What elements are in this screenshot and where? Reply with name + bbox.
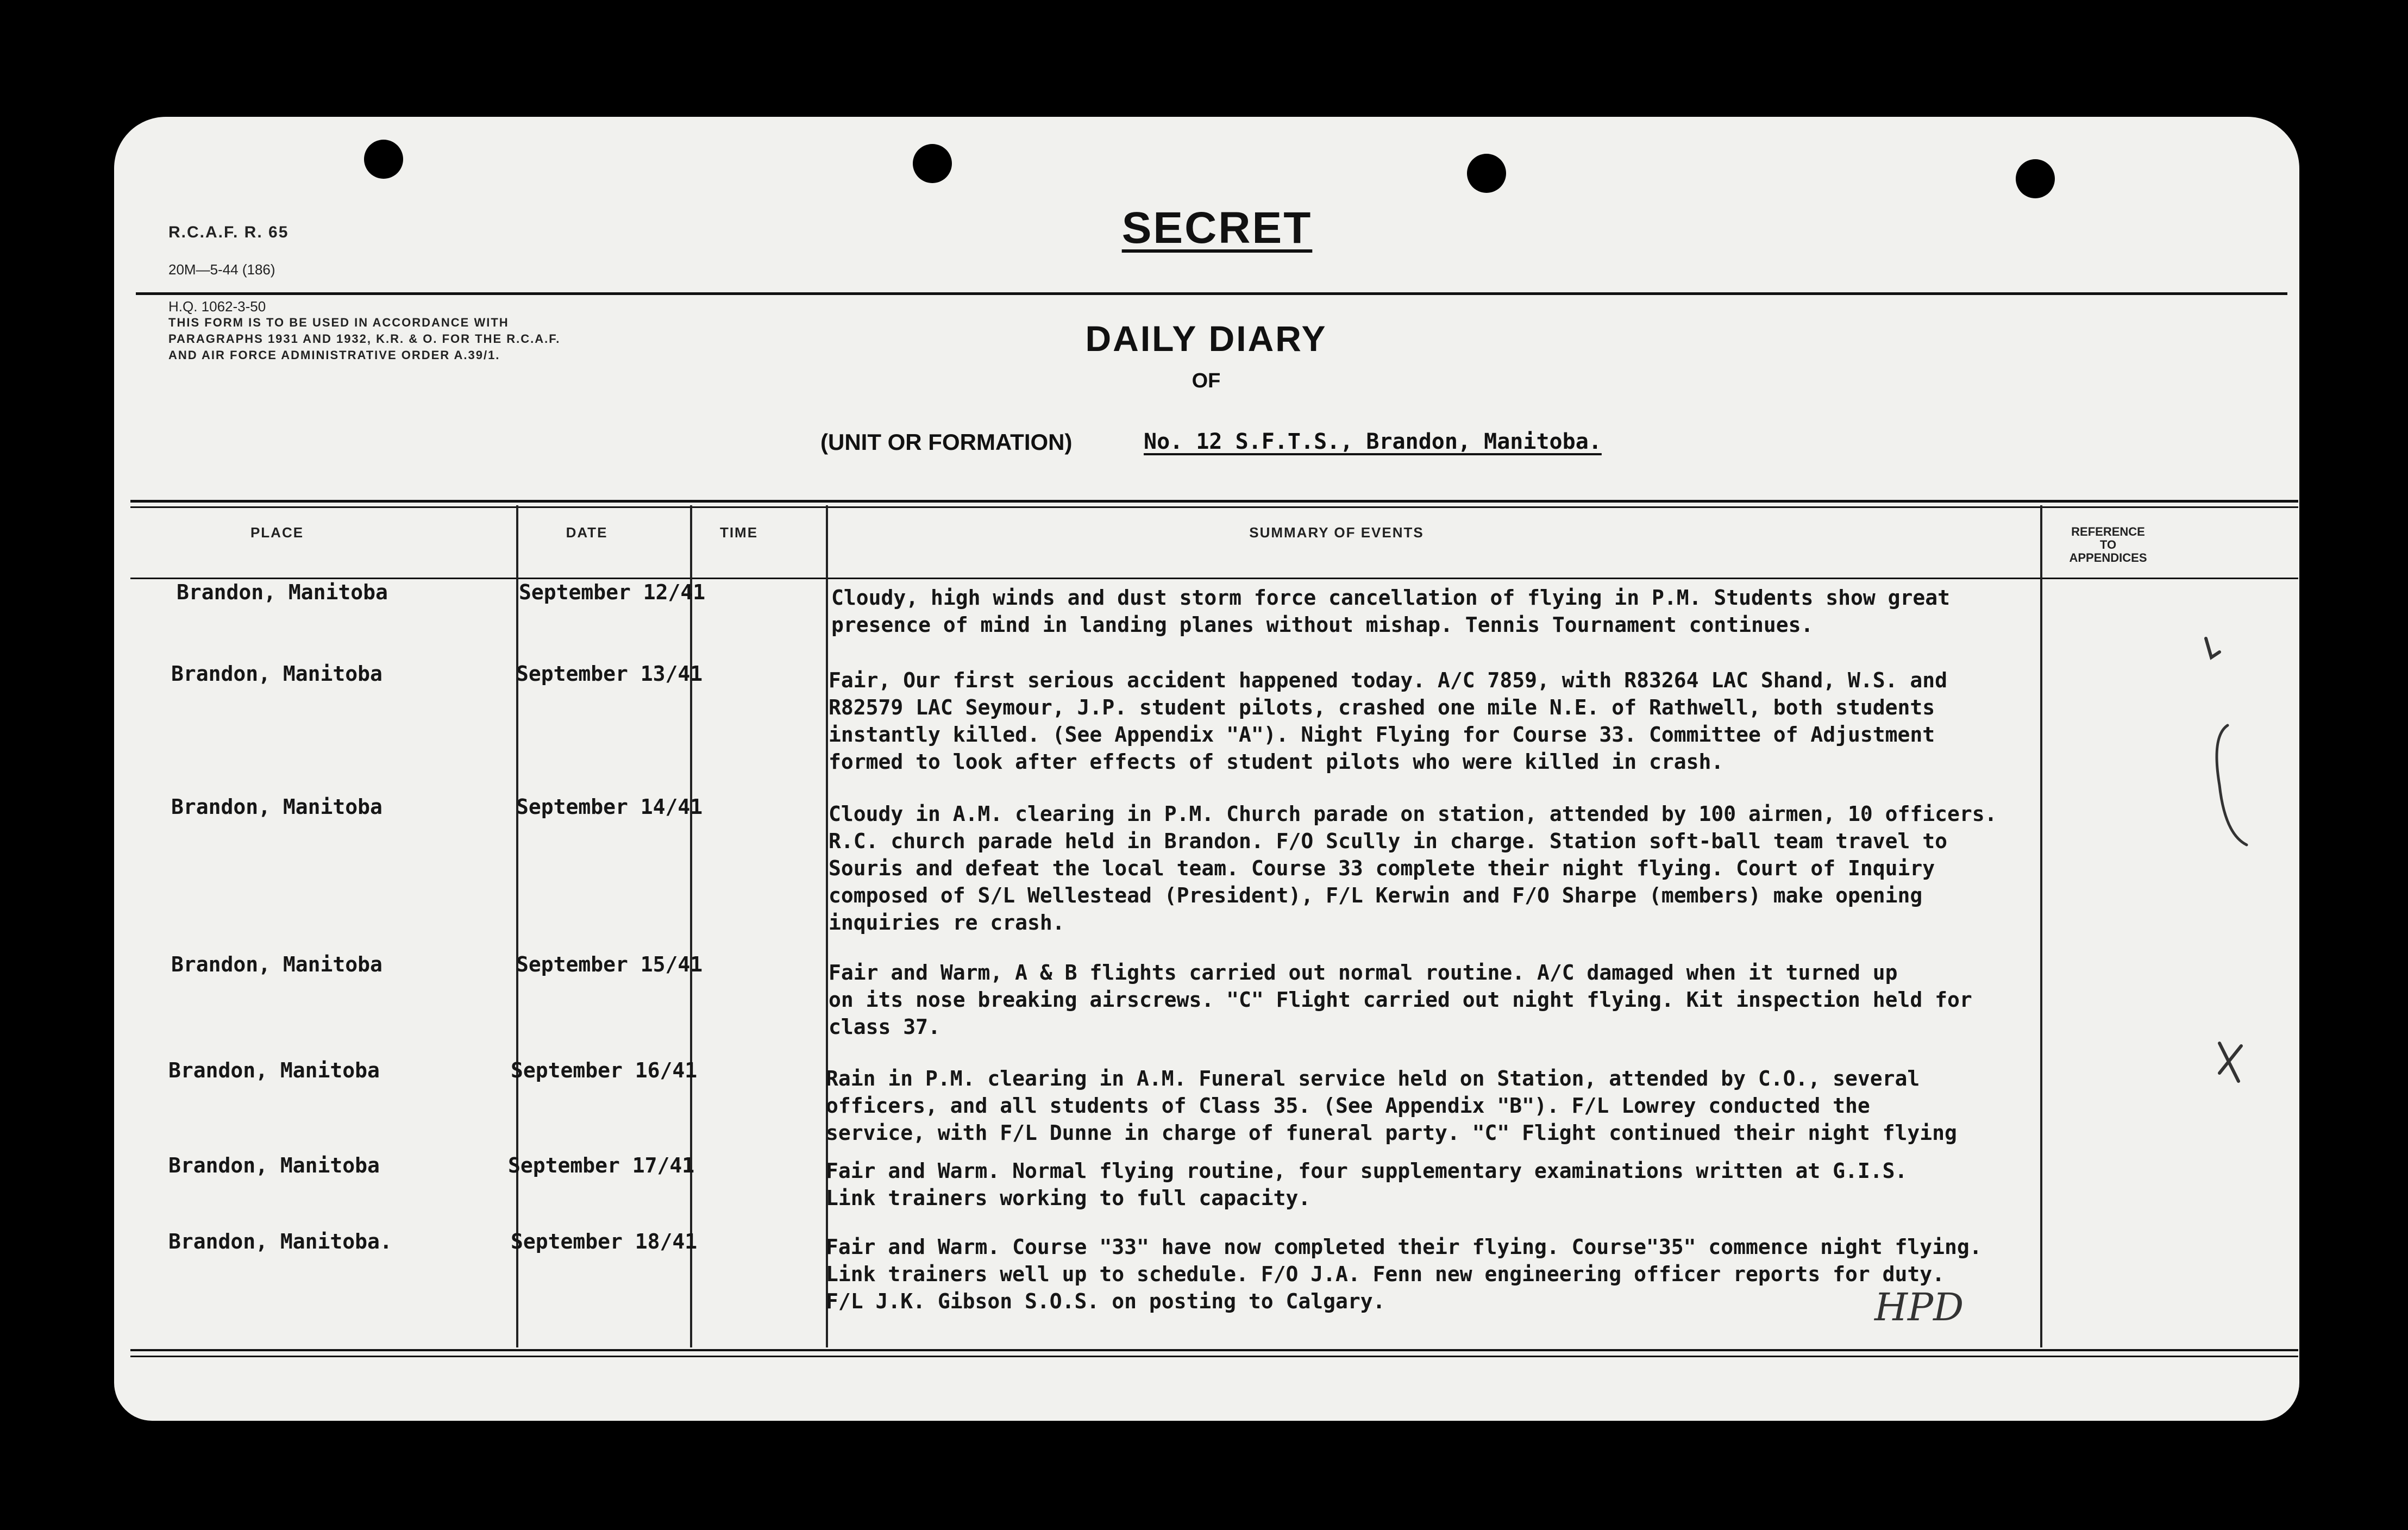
- check-mark-icon: [2195, 633, 2228, 676]
- entry-date: September 14/41: [516, 795, 703, 819]
- entry-summary: Fair and Warm. Normal flying routine, four supplementary examinations written at G.I.S. Link trainers working to full capacity.: [826, 1159, 1908, 1210]
- column-header-place: PLACE: [250, 524, 304, 541]
- entry-date: September 13/41: [516, 662, 703, 686]
- header-rule: [136, 292, 2287, 295]
- column-header-summary: SUMMARY OF EVENTS: [1249, 524, 1424, 541]
- entry-date: September 17/41: [508, 1153, 695, 1177]
- header-bottom-rule: [130, 578, 2298, 579]
- entry-date: September 15/41: [516, 952, 703, 976]
- handwritten-initials: HPD: [1874, 1285, 1964, 1330]
- entry-place: Brandon, Manitoba.: [168, 1230, 392, 1253]
- entry-date: September 12/41: [519, 580, 706, 604]
- entry-place: Brandon, Manitoba: [168, 1058, 380, 1082]
- entry-date: September 16/41: [511, 1058, 698, 1082]
- column-header-reference: REFERENCE TO APPENDICES: [2069, 525, 2147, 565]
- page-title: DAILY DIARY: [1085, 318, 1327, 359]
- entry-summary: Fair and Warm. Course "33" have now completed their flying. Course"35" commence night flying. Link trainers well up to schedule. F/O J.A. Fenn new engineering officer reports for duty. F/L J.K. Gibson S.O.S. on posting to Calgary.: [826, 1235, 1982, 1313]
- table-top-rule-2: [130, 506, 2298, 508]
- column-divider: [826, 505, 828, 1347]
- unit-value: No. 12 S.F.T.S., Brandon, Manitoba.: [1144, 429, 1602, 454]
- entry-summary: Fair and Warm, A & B flights carried out normal routine. A/C damaged when it turned up on its nose breaking airscrews. "C" Flight carried out night flying. Kit inspection held for class 37.: [829, 961, 1972, 1039]
- entry-place: Brandon, Manitoba: [168, 1153, 380, 1177]
- classification-heading: SECRET: [1121, 203, 1313, 253]
- punch-hole: [364, 140, 403, 179]
- form-code-line1: R.C.A.F. R. 65: [168, 223, 289, 241]
- unit-label: (UNIT OR FORMATION): [820, 429, 1073, 455]
- diary-sheet: [114, 117, 2299, 1421]
- entry-place: Brandon, Manitoba: [171, 952, 382, 976]
- column-divider: [516, 505, 518, 1347]
- form-notice: THIS FORM IS TO BE USED IN ACCORDANCE WITH PARAGRAPHS 1931 AND 1932, K.R. & O. FOR THE R.C.A.F. AND AIR FORCE ADMINISTRATIVE ORDER A.39/1.: [168, 316, 561, 362]
- bracket-mark-icon: [2209, 720, 2252, 850]
- punch-hole: [913, 144, 952, 183]
- cross-mark-icon: [2211, 1035, 2249, 1089]
- column-header-time: TIME: [719, 524, 758, 541]
- entry-summary: Rain in P.M. clearing in A.M. Funeral service held on Station, attended by C.O., several officers, and all students of Class 35. (See Appendix "B"). F/L Lowrey conducted the service, with F/L Dunne in charge of funeral party. "C" Flight continued their night flying: [826, 1067, 1957, 1145]
- entry-summary: Cloudy, high winds and dust storm force cancellation of flying in P.M. Students show great presence of mind in landing planes without mishap. Tennis Tournament continues.: [831, 586, 1951, 637]
- entry-date: September 18/41: [511, 1230, 698, 1253]
- title-of: OF: [1192, 369, 1221, 392]
- column-divider: [2040, 505, 2042, 1347]
- entry-summary: Cloudy in A.M. clearing in P.M. Church parade on station, attended by 100 airmen, 10 officers. R.C. church parade held in Brandon. F/O Scully in charge. Station soft-ball team travel to Souris and defeat the local team. Course 33 complete their night flying. Court of Inquiry composed of S/L Wellestead (President), F/L Kerwin and F/O Sharpe (members) make opening inquiries re crash.: [829, 802, 1997, 935]
- form-code-line2: 20M—5-44 (186): [168, 261, 275, 278]
- entry-summary: Fair, Our first serious accident happened today. A/C 7859, with R83264 LAC Shand, W.S. and R82579 LAC Seymour, J.P. student pilots, crashed one mile N.E. of Rathwell, both students instantly killed. (See Appendix "A"). Night Flying for Course 33. Committee of Adjustment formed to look after effects of student pilots who were killed in crash.: [829, 668, 1948, 774]
- table-bottom-rule: [130, 1349, 2298, 1351]
- entry-place: Brandon, Manitoba: [177, 580, 388, 604]
- column-divider: [690, 505, 692, 1347]
- column-header-date: DATE: [566, 524, 608, 541]
- form-code-line3: H.Q. 1062-3-50: [168, 298, 266, 315]
- entry-place: Brandon, Manitoba: [171, 795, 382, 819]
- table-top-rule: [130, 500, 2298, 503]
- table-bottom-rule-2: [130, 1356, 2298, 1357]
- punch-hole: [2016, 159, 2055, 198]
- entry-place: Brandon, Manitoba: [171, 662, 382, 686]
- punch-hole: [1467, 154, 1506, 193]
